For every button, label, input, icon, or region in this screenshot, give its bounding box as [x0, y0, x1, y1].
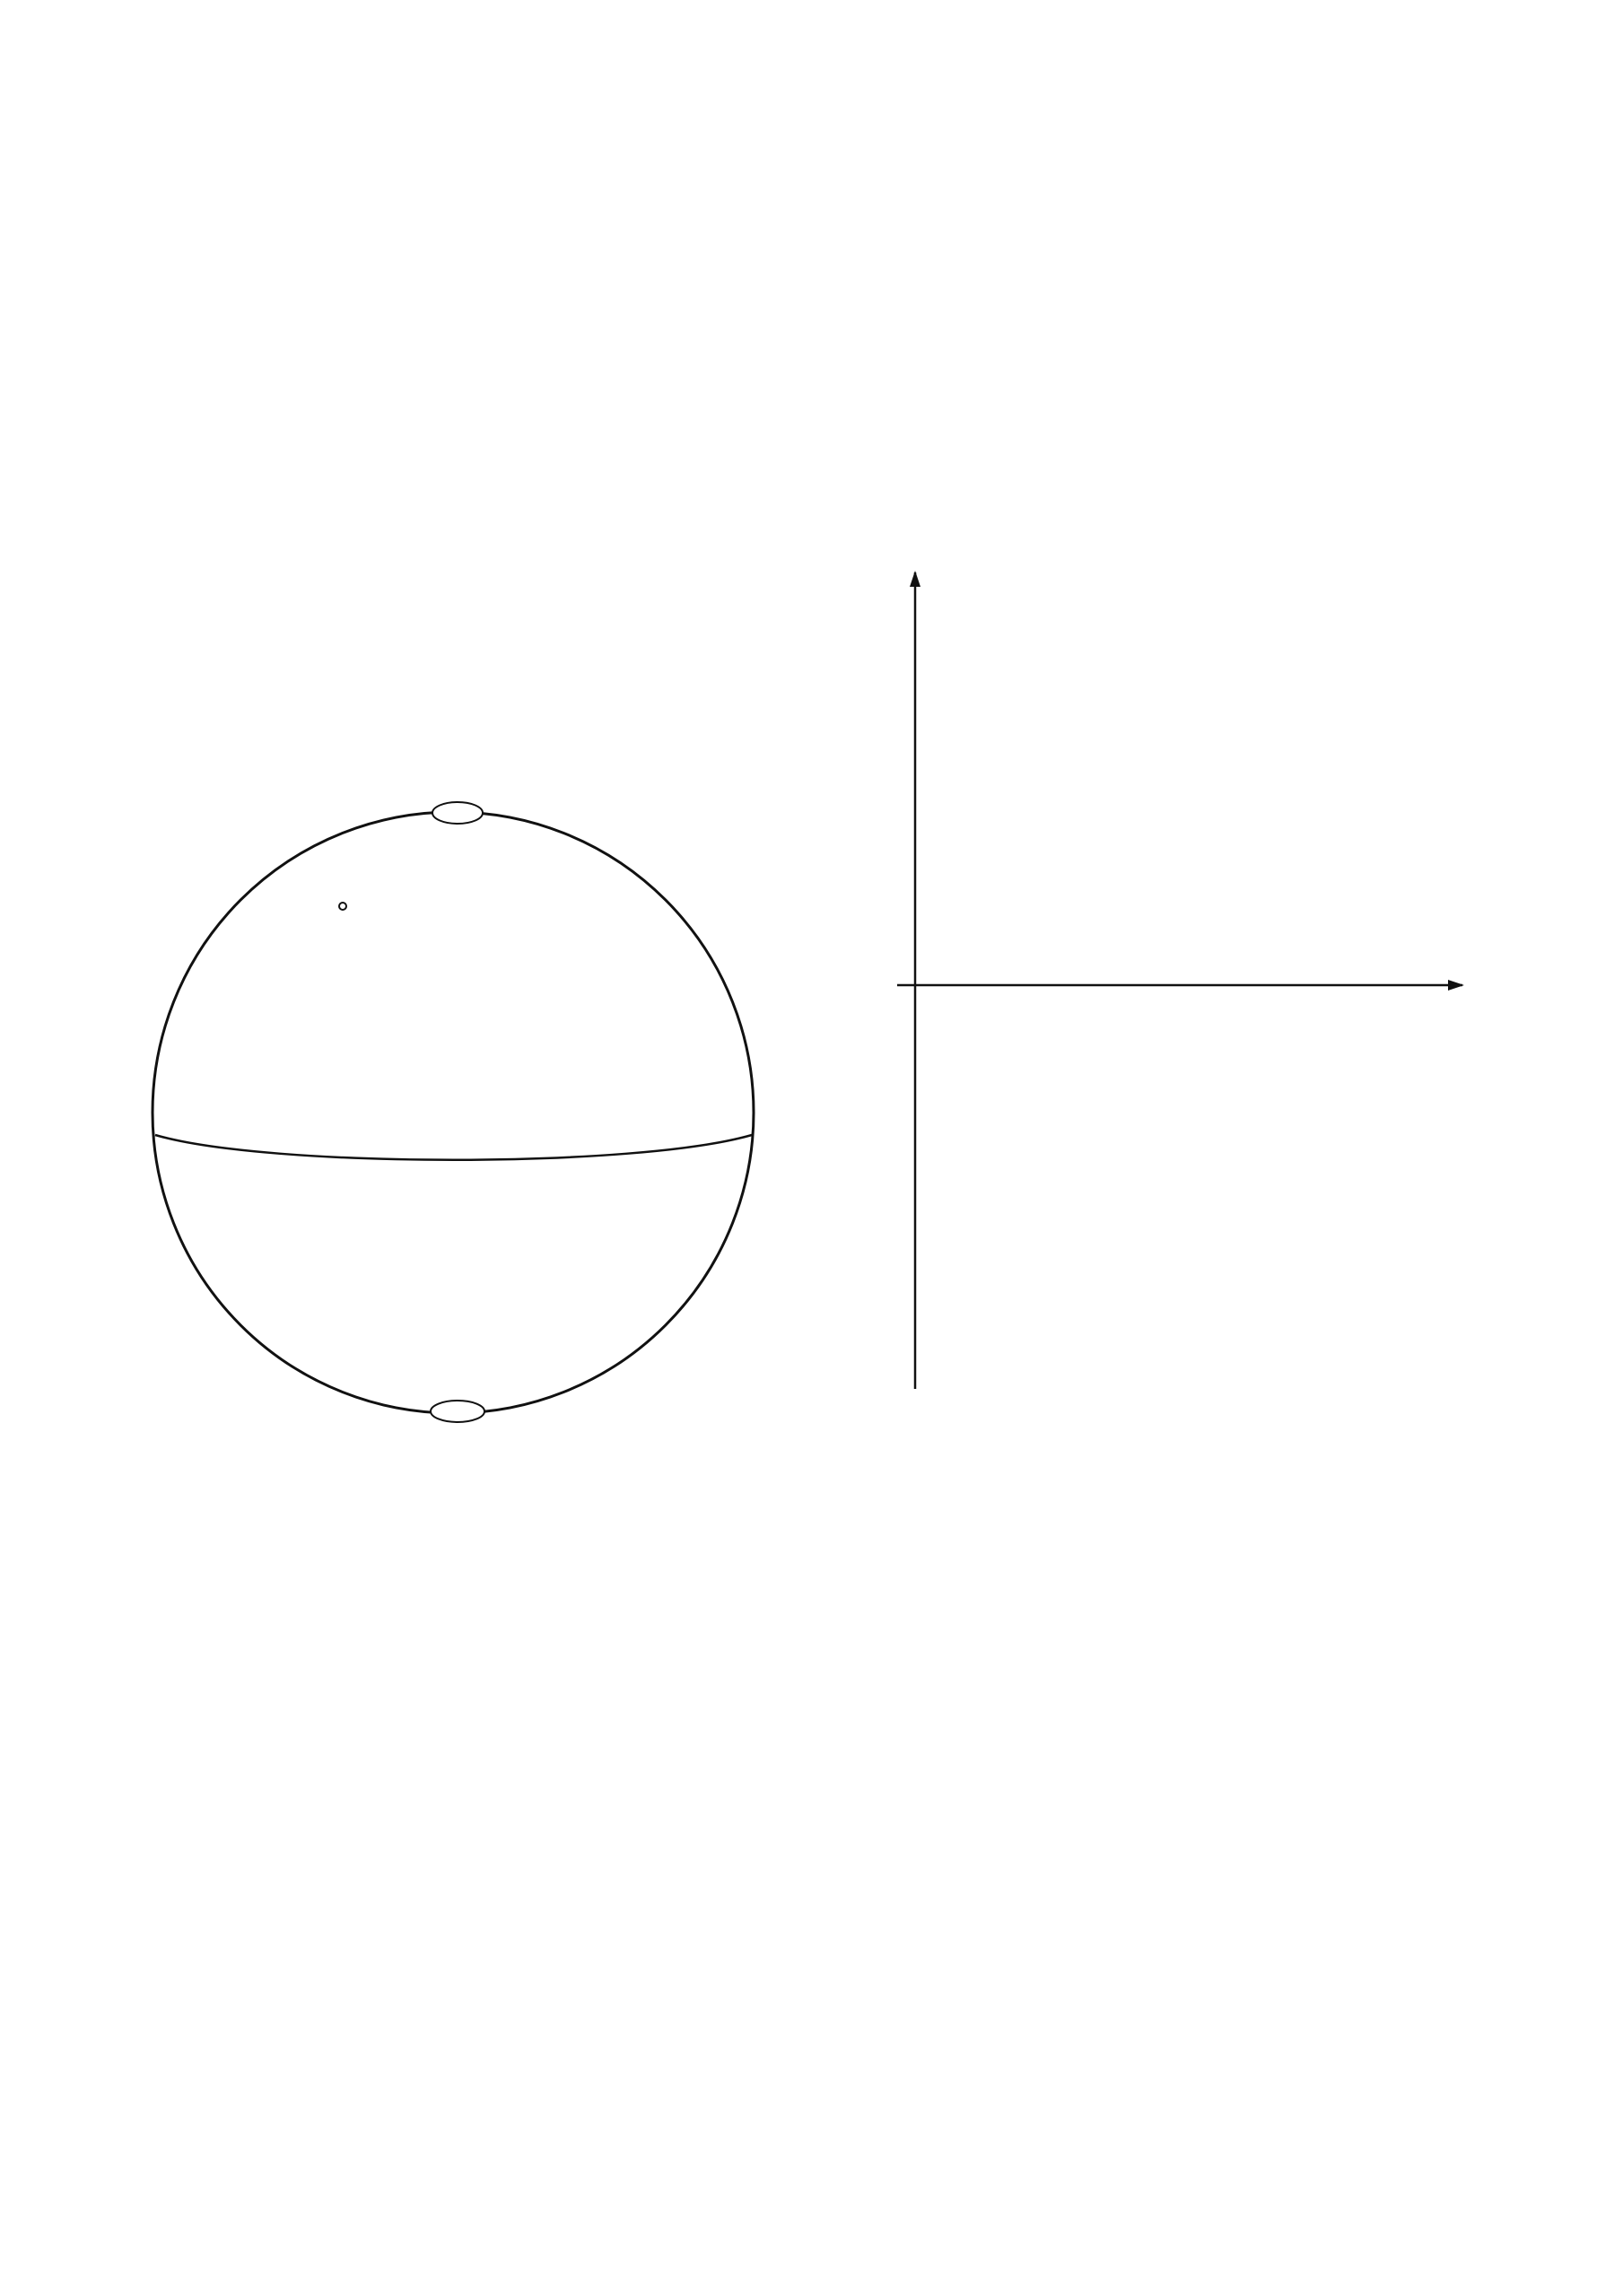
greenwich-point	[339, 903, 346, 910]
running-header	[135, 124, 1480, 178]
figure-6-zones	[843, 554, 1489, 1434]
y-axis-arrow	[1448, 980, 1464, 991]
globe-equator	[155, 1135, 752, 1160]
south-pole	[431, 1401, 484, 1422]
figure-5-globe	[144, 790, 843, 1436]
globe-outline	[153, 812, 754, 1413]
x-axis-arrow	[910, 571, 920, 587]
north-pole	[432, 802, 483, 824]
